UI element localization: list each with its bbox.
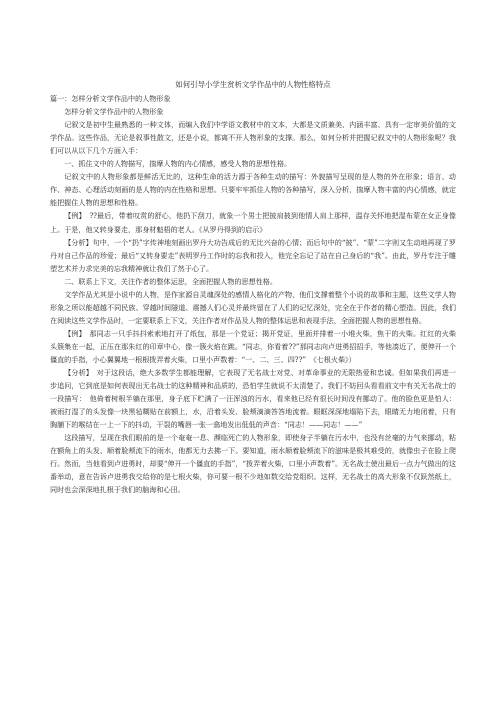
section-heading-1: 一、抓住文中的人物描写，揣摩人物的内心情感，感受人物的思想性格。 [64, 159, 292, 169]
analysis-1: 【分析】句中，一个“扔”字传神地刻画出罗丹大功告成后的无比兴奋的心情；而后句中的“披”、“蒙”二字则又生动地再现了罗丹对自己作品的珍爱；最后“又转身要走”表明罗丹工作时的忘我和投入，他完全忘记了站在自己身后的“我”。由此，罗丹专注于雕塑艺术并力求完美的忘我精神就让我们了然于心了。 [50, 237, 456, 273]
analysis-2: 【分析】 对于这段话，绝大多数学生都能理解，它表现了无名战士对党、对革命事业的无限热爱和忠诚。但如果我们再进一步追问，它到底是如何表现出无名战士的这种精神和品质的，恐怕学生就说不太清楚了。我们不妨回头看看前文中有关无名战士的一段描写： 他倚着树根半躺在那里，身子底下贮满了一汪浑浊的污水，看来他已经有很长时间没有挪动了。他的脸色更是怕人：被雨打湿了的头发像一块黑毡糊贴在前额上，水，沿着头发、脸颊滴滴答答地流着。眼眶深深地塌陷下去，眼睛无力地闭着，只有胸脯下的喉结在一上一下的抖动，干裂的嘴唇一张一翕地发出低低的声音：“同志！——同志！——” [50, 368, 456, 430]
article-subtitle: 怎样分析文学作品中的人物形象 [64, 107, 164, 117]
example-2: 【例】 那同志一只手抖抖索索地打开了纸包，那是一个党证；揭开党证，里面并排着一小堆火柴，焦干的火柴。红红的火柴头簇集在一起，正压在那朱红的印章中心，像一簇火焰在跳。“同志，你看着??”那同志向卢进勇招招手，等他凑近了，便伸开一个僵直的手指，小心翼翼地一根根拨弄着火柴，口里小声数着：“一、二、三、四??” 《七根火柴》） [50, 328, 456, 364]
document-body [50, 118, 456, 496]
paragraph-intro: 记叙文是初中生最熟悉的一种文体，而编入我们中学语文教材中的文本，大都是文质兼美、内涵丰富、具有一定审美价值的文学作品。这些作品，无论是叙事性散文，还是小说，都离不开人物形象的支撑。那么，如何分析并把握记叙文中的人物形象呢？我们可以从以下几个方面入手： [50, 120, 456, 156]
example-1: 【例】 ??最后，带着叹赏的舒心，他扔下刮刀，就象一个男士把披肩披到他情人肩上那样，温存关怀地把湿布蒙在女正身像上。于是，他又转身要走，那身材魁梧的老人。《从罗丹得到的启示》 [50, 211, 456, 234]
paragraph-section-1: 记叙文中的人物形象都是鲜活无比的，这种生命的活力源于各种生动的描写：外貌描写呈现的是人物的外在形象；语言、动作、神态、心理活动刻画的是人物的内在性格和思想。只要牢牢抓住人物的各种描写，深入分析，揣摩人物丰富的内心情感，就定能把握住人物的思想和性格。 [50, 172, 456, 208]
article-label: 篇一：怎样分析文学作品中的人物形象 [50, 94, 171, 104]
paragraph-conclusion: 这段描写，呈现在我们眼前的是一个奄奄一息、濒临死亡的人物形象，即使身子半躺在污水中，也没有丝毫的力气来挪动，粘在额角上的头发、顺着脸颊流下的雨水，他都无力去拂一下。要知道，雨水顺着脸颊流下的滋味是极其难受的，就像虫子在脸上爬行。然而，当他看到卢进勇时，却要“伸开一个僵直的手指”，“拨弄着火柴，口里小声数着”。无名战士使出最后一点力气做出的这番举动，意在告诉卢进勇我交给你的是七根火柴，你可要一根不少地如数交给党组织。这样，无名战士的高大形象不仅跃然纸上，同时也会深深地扎根于我们的脑海和心田。 [50, 433, 456, 495]
document-title: 如何引导小学生赏析文学作品中的人物性格特点 [175, 80, 331, 89]
paragraph-section-2: 文学作品尤其是小说中的人物，是作家源自灵魂深处的感情人格化的产物，他们支撑着整个小说的故事和主题，这些文学人物形象之所以能超越不同民族、穿越时间隧道、震撼人们心灵并最终留在了人们的记忆深处，完全在于作者的精心塑造。因此，我们在阅读这些文学作品时，一定要联系上下文，关注作者对作品及人物的整体运思和表现手法，全面把握人物的思想性格。 [50, 289, 456, 325]
section-heading-2: 二、联系上下文，关注作者的整体运思，全面把握人物的思想性格。 [64, 276, 277, 286]
